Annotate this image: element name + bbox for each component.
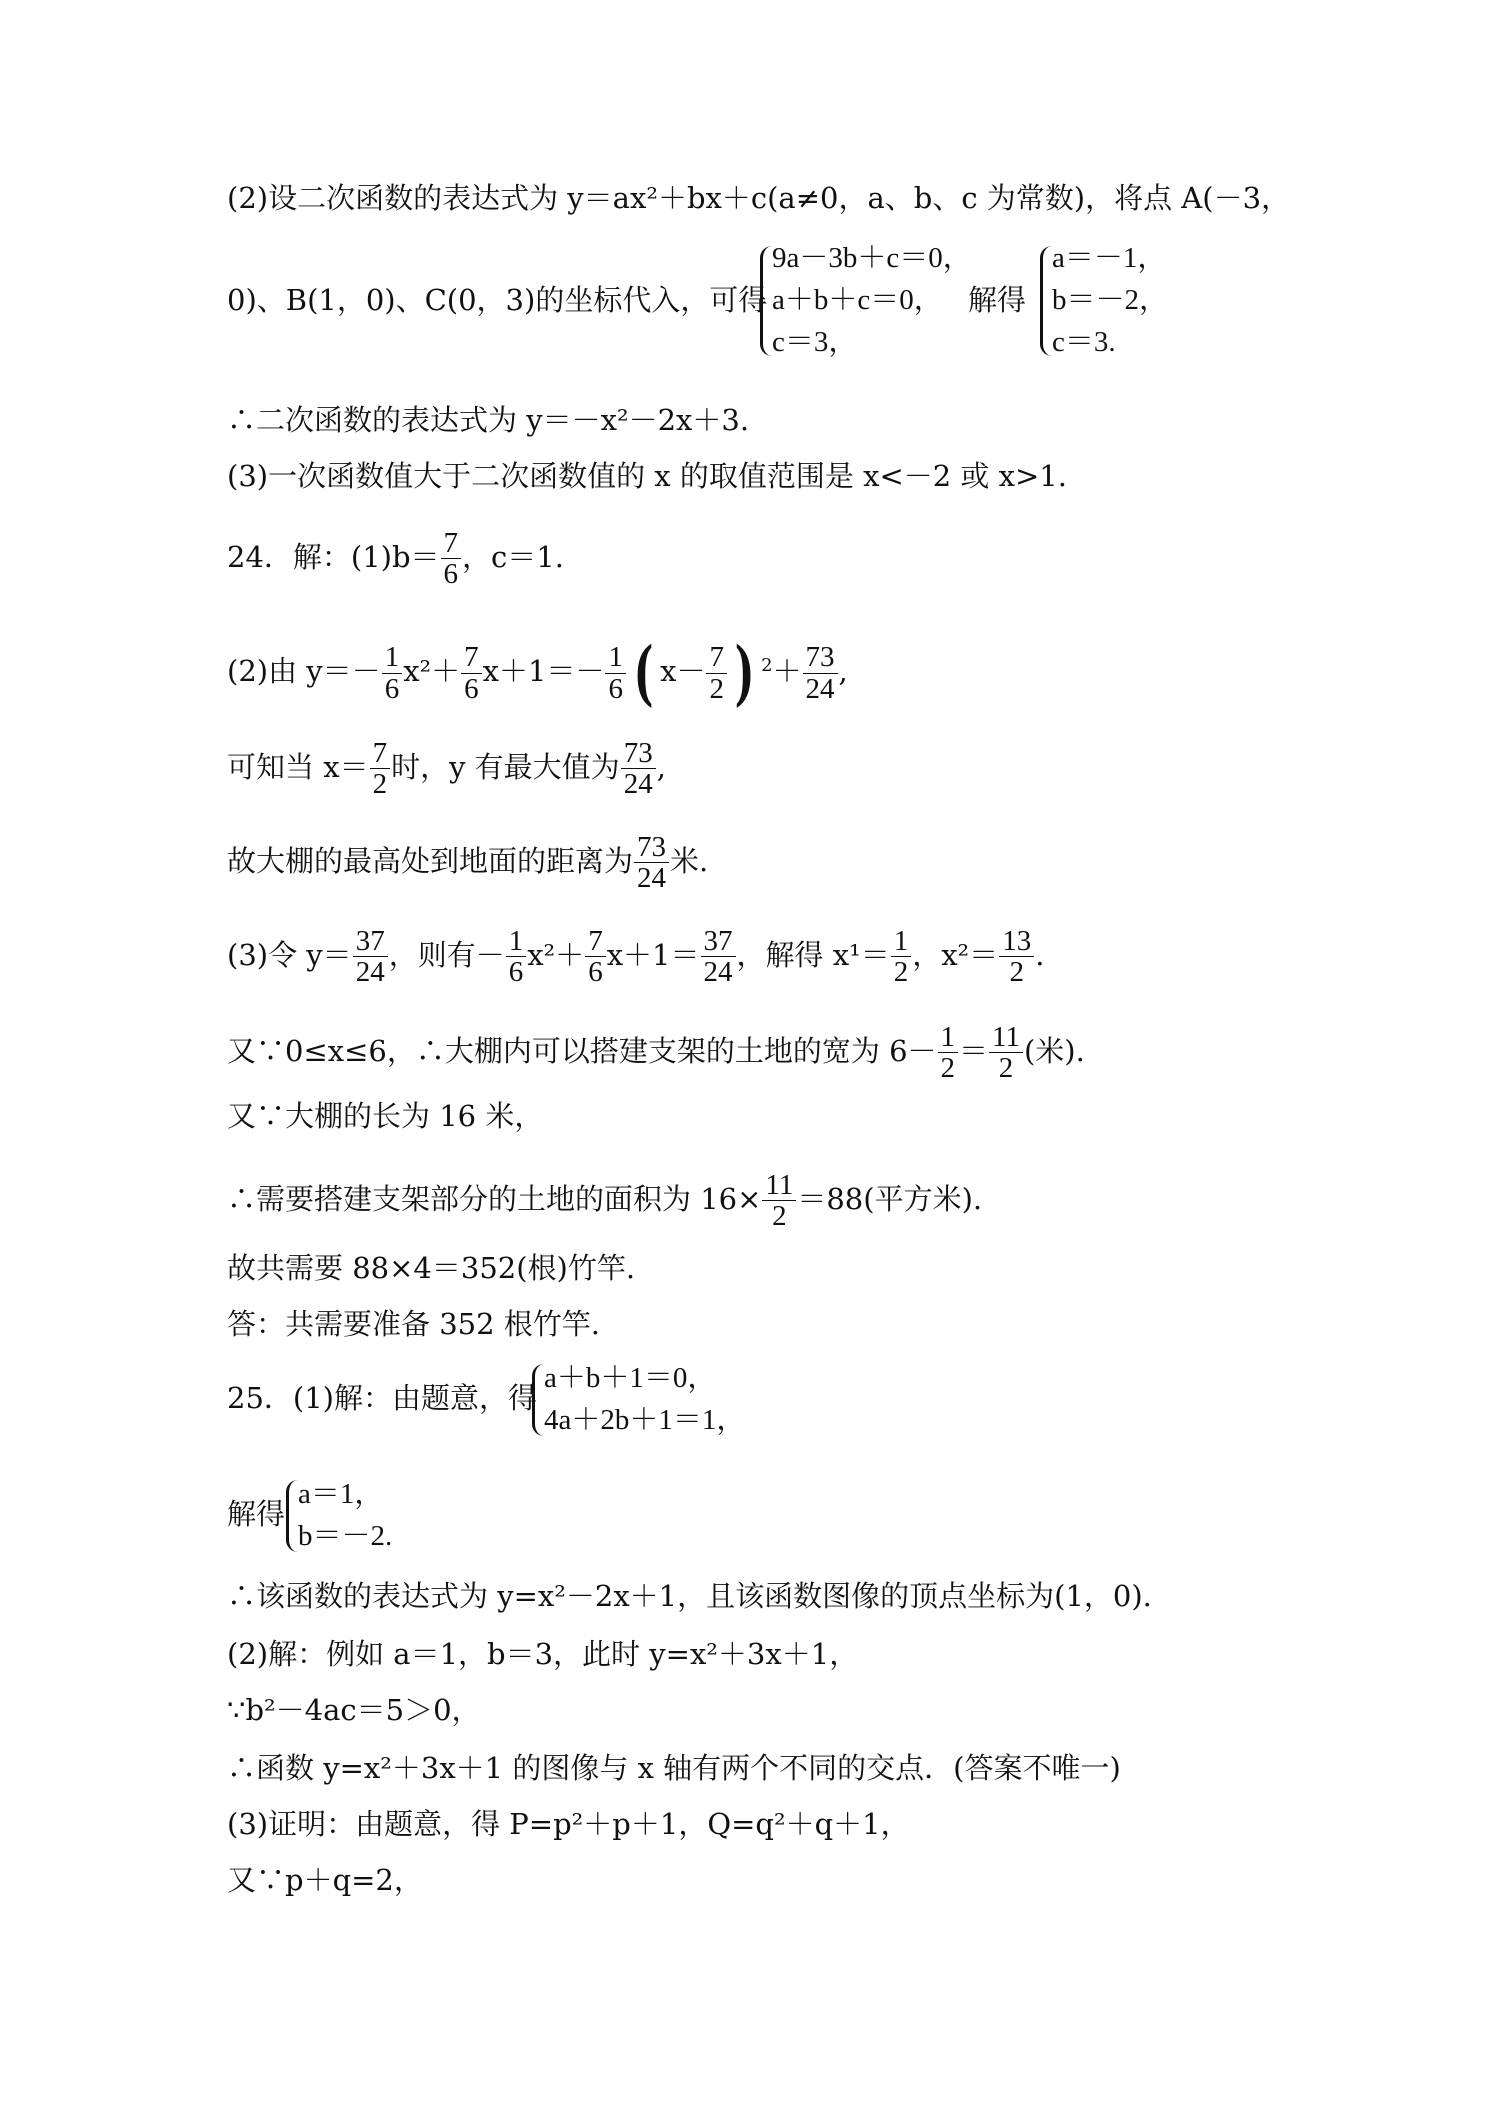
line-22: 又∵p＋q=2， (227, 1863, 423, 1897)
system1-row1: 9a－3b＋c＝0， (772, 242, 972, 274)
system3-row2: 4a＋2b＋1＝1， (544, 1404, 746, 1436)
line-14: 答：共需要准备 352 根竹竿. (227, 1307, 601, 1341)
line-2-prefix: 0)、B(1，0)、C(0，3)的坐标代入，可得 (227, 283, 768, 317)
fraction: $\frac{7}{6}$ (461, 642, 482, 704)
line-12: ∴需要搭建支架部分的土地的面积为 16× $\frac{11}{2}$ ＝88(平方米). (227, 1169, 983, 1233)
line-18: (2)解：例如 a＝1，b＝3，此时 y=x²＋3x＋1， (227, 1637, 859, 1671)
line-16-prefix: 解得 (227, 1497, 286, 1531)
system2-row2: b＝－2， (1052, 284, 1169, 316)
line-17: ∴该函数的表达式为 y=x²－2x＋1，且该函数图像的顶点坐标为(1，0). (227, 1579, 1152, 1613)
line-3: ∴二次函数的表达式为 y＝－x²－2x＋3. (227, 403, 750, 437)
fraction: $\frac{1}{2}$ (938, 1022, 959, 1084)
line-11: 又∵大棚的长为 16 米， (227, 1099, 544, 1133)
line-1: (2)设二次函数的表达式为 y＝ax²＋bx＋c(a≠0，a、b、c 为常数)，将点 A(－3， (227, 181, 1291, 215)
line-15-prefix: 25．(1)解：由题意，得 (227, 1381, 537, 1415)
fraction: $\frac{13}{2}$ (999, 926, 1034, 988)
line-5: 24．解：(1)b＝ $\frac{7}{6}$ ，c＝1. (227, 527, 564, 591)
system2-row3: c＝3. (1052, 326, 1116, 358)
fraction: $\frac{1}{6}$ (382, 642, 403, 704)
line-21: (3)证明：由题意，得 P=p²＋p＋1，Q=q²＋q＋1， (227, 1807, 910, 1841)
line-13: 故共需要 88×4＝352(根)竹竿. (227, 1251, 636, 1285)
line-7: 可知当 x＝ $\frac{7}{2}$ 时，y 有最大值为 $\frac{73}{24}$ , (227, 737, 666, 801)
fraction: $\frac{7}{2}$ (706, 642, 727, 704)
fraction: $\frac{7}{6}$ (585, 926, 606, 988)
line-8: 故大棚的最高处到地面的距离为 $\frac{73}{24}$ 米. (227, 831, 709, 895)
system1-row2: a＋b＋c＝0， (772, 284, 943, 316)
fraction: $\frac{73}{24}$ (621, 738, 656, 800)
fraction: $\frac{1}{6}$ (506, 926, 527, 988)
system1-row3: c＝3， (772, 326, 858, 358)
system3-row1: a＋b＋1＝0， (544, 1362, 717, 1394)
line-10: 又∵0≤x≤6，∴大棚内可以搭建支架的土地的宽为 6－ $\frac{1}{2}$ ＝ $\frac{11}{2}$ (米). (227, 1021, 1085, 1085)
fraction: $\frac{73}{24}$ (634, 832, 669, 894)
line-6: (2)由 y＝－ $\frac{1}{6}$ x²＋ $\frac{7}{6}$ x＋1＝－ $\frac{1}{6}$ ( x－ $\frac{7}{2}$ ) $^2$＋ $\frac{73}{24}$ , (227, 631, 848, 714)
fraction: $\frac{1}{6}$ (605, 642, 626, 704)
fraction: $\frac{37}{24}$ (353, 926, 388, 988)
fraction: $\frac{11}{2}$ (989, 1022, 1023, 1084)
system4-row1: a＝1， (298, 1478, 384, 1510)
line-9: (3)令 y＝ $\frac{37}{24}$ ，则有－ $\frac{1}{6}$ x²＋ $\frac{7}{6}$ x＋1＝ $\frac{37}{24}$ ，解得 x¹＝ $\frac{1}{2}$ ，x²＝ $\frac{13}{2}$ . (227, 925, 1045, 989)
fraction: $\frac{73}{24}$ (803, 642, 838, 704)
fraction: $\frac{1}{2}$ (891, 926, 912, 988)
fraction: $\frac{7}{2}$ (370, 738, 391, 800)
system4-row2: b＝－2. (298, 1520, 393, 1552)
right-paren-icon: ) (734, 631, 755, 714)
q24-head: 24．解：(1)b＝ (227, 539, 440, 574)
fraction: $\frac{37}{24}$ (701, 926, 736, 988)
left-paren-icon: ( (633, 631, 654, 714)
system2-row1: a＝－1， (1052, 242, 1167, 274)
line-20: ∴函数 y=x²＋3x＋1 的图像与 x 轴有两个不同的交点．(答案不唯一) (227, 1751, 1121, 1785)
line-19: ∵b²－4ac＝5＞0， (227, 1693, 481, 1727)
line-4: (3)一次函数值大于二次函数值的 x 的取值范围是 x<－2 或 x>1. (227, 459, 1067, 493)
fraction: $\frac{11}{2}$ (762, 1170, 796, 1232)
solve-label: 解得 (968, 283, 1027, 317)
fraction: $\frac{7}{6}$ (441, 528, 462, 590)
